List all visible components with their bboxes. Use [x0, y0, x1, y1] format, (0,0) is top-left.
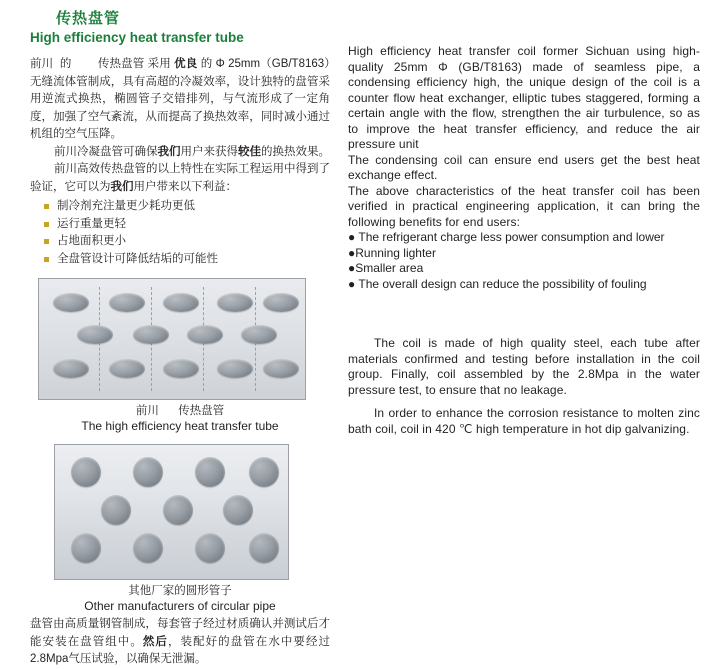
circular-tube-plate-inner — [63, 453, 280, 571]
page-title-chinese: 传热盘管 — [56, 10, 121, 27]
para3-seg-b-bold: 我们 — [110, 180, 134, 193]
para1-seg-a: 前川 — [30, 58, 54, 70]
figure1-caption-cn-left: 前川 — [135, 405, 159, 417]
para1-seg-b: 的 — [59, 58, 72, 70]
para3-seg-a: 前川高效传热盘管的以上特性在实际工程运用中得到了验证，它可以为 — [30, 163, 330, 193]
para2-seg-a: 前川冷凝盘管可确保 — [54, 145, 158, 158]
figure2-caption-chinese: 其他厂家的圆形管子 — [128, 585, 232, 597]
paragraph-english-2: The condensing coil can ensure end users get the best heat exchange effect. — [348, 152, 700, 182]
footer-seg-a: 盘管由高质量钢管制成，每套管子经过材质确认并测试后才能安装在盘管组中。 — [30, 618, 330, 648]
para2-seg-d-bold: 较佳 — [238, 145, 261, 158]
para1-seg-d: 采用 — [147, 58, 171, 70]
list-item-label: 占地面积更小 — [57, 235, 126, 247]
square-bullet-icon — [44, 239, 49, 244]
elliptical-tube-plate-inner — [47, 287, 297, 391]
figure1-caption-english: The high efficiency heat transfer tube — [81, 419, 279, 433]
paragraph-chinese-2 — [30, 144, 330, 162]
square-bullet-icon — [44, 257, 49, 262]
list-item: ●Smaller area — [348, 261, 424, 275]
list-item — [44, 216, 330, 234]
benefits-list-chinese — [30, 198, 330, 268]
para2-seg-c: 用户来获得 — [180, 145, 238, 158]
paragraph-english-3: The above characteristics of the heat transfer coil has been verified in practical engineering application, it can bring the following benefits for end users: — [348, 183, 700, 229]
list-item — [44, 198, 330, 216]
english-lower-block — [348, 336, 700, 437]
list-item — [44, 233, 330, 251]
page-title-english: High efficiency heat transfer tube — [30, 30, 244, 45]
elliptical-tube-plate-image — [38, 278, 306, 400]
para1-seg-f: 的 Φ 25mm（GB/T8163）无缝流体管制成，具有高超的冷凝效率，设计独特的盘管采用逆流式换热，椭圆管子交错排列，与气流形成了一定角度，加强了空气紊流，从而提高了换热效率，同时减小通过机组的空气压降。 — [30, 58, 331, 140]
figure1-caption-chinese — [30, 403, 330, 419]
square-bullet-icon — [44, 222, 49, 227]
paragraph-chinese-footer — [30, 616, 330, 669]
right-column — [348, 44, 700, 437]
para2-seg-e: 的换热效果。 — [261, 145, 330, 158]
circular-tube-plate-image — [54, 444, 289, 580]
list-item: ●Running lighter — [348, 245, 436, 260]
para1-seg-c: 传热盘管 — [97, 58, 145, 70]
square-bullet-icon — [44, 204, 49, 209]
list-item: ● The refrigerant charge less power consumption and lower — [348, 230, 665, 244]
list-item-label: 制冷剂充注量更少耗功更低 — [57, 200, 195, 212]
left-column — [30, 10, 330, 669]
paragraph-chinese-1 — [30, 56, 330, 144]
benefits-list-english — [348, 230, 700, 292]
figure-circular-tube — [30, 444, 330, 614]
paragraph-chinese-3 — [30, 161, 330, 196]
list-item: ● The overall design can reduce the possibility of fouling — [348, 276, 647, 291]
paragraph-english-1: High efficiency heat transfer coil former Sichuan using high-quality 25mm Φ (GB/T8163) made of seamless pipe, a condensing efficiency high, the unique design of the coil is a counter flow heat exchanger, elliptic tubes staggered, forming a certain angle with the flow, strengthen the air turbulence, so as to improve the heat transfer efficiency, and reduce the air pressure unit — [348, 44, 700, 151]
para1-seg-e-bold: 优良 — [174, 58, 198, 70]
list-item-label: 全盘管设计可降低结垢的可能性 — [57, 252, 218, 265]
footer-seg-b-bold: 然后 — [142, 635, 168, 648]
list-item — [44, 251, 330, 269]
figure2-caption-english: Other manufacturers of circular pipe — [84, 599, 276, 613]
list-item-label: 运行重量更轻 — [57, 217, 126, 230]
figure-elliptical-tube — [30, 278, 330, 434]
para3-seg-c: 用户带来以下利益： — [133, 180, 237, 193]
footer-seg-c: ，装配好的盘管在水中要经过2.8Mpa气压试验，以确保无泄漏。 — [30, 635, 331, 665]
paragraph-english-5: In order to enhance the corrosion resistance to molten zinc bath coil, coil in 420 ℃ high temperature in hot dip galvanizing. — [348, 406, 700, 436]
paragraph-english-4: The coil is made of high quality steel, each tube after materials confirmed and testing before installation in the coil group. Finally, coil assembled by the 2.8Mpa in the water pressure test, to ensure that no leakage. — [348, 336, 700, 397]
para2-seg-b-bold: 我们 — [157, 145, 181, 158]
figure1-caption-cn-right: 传热盘管 — [178, 405, 225, 417]
